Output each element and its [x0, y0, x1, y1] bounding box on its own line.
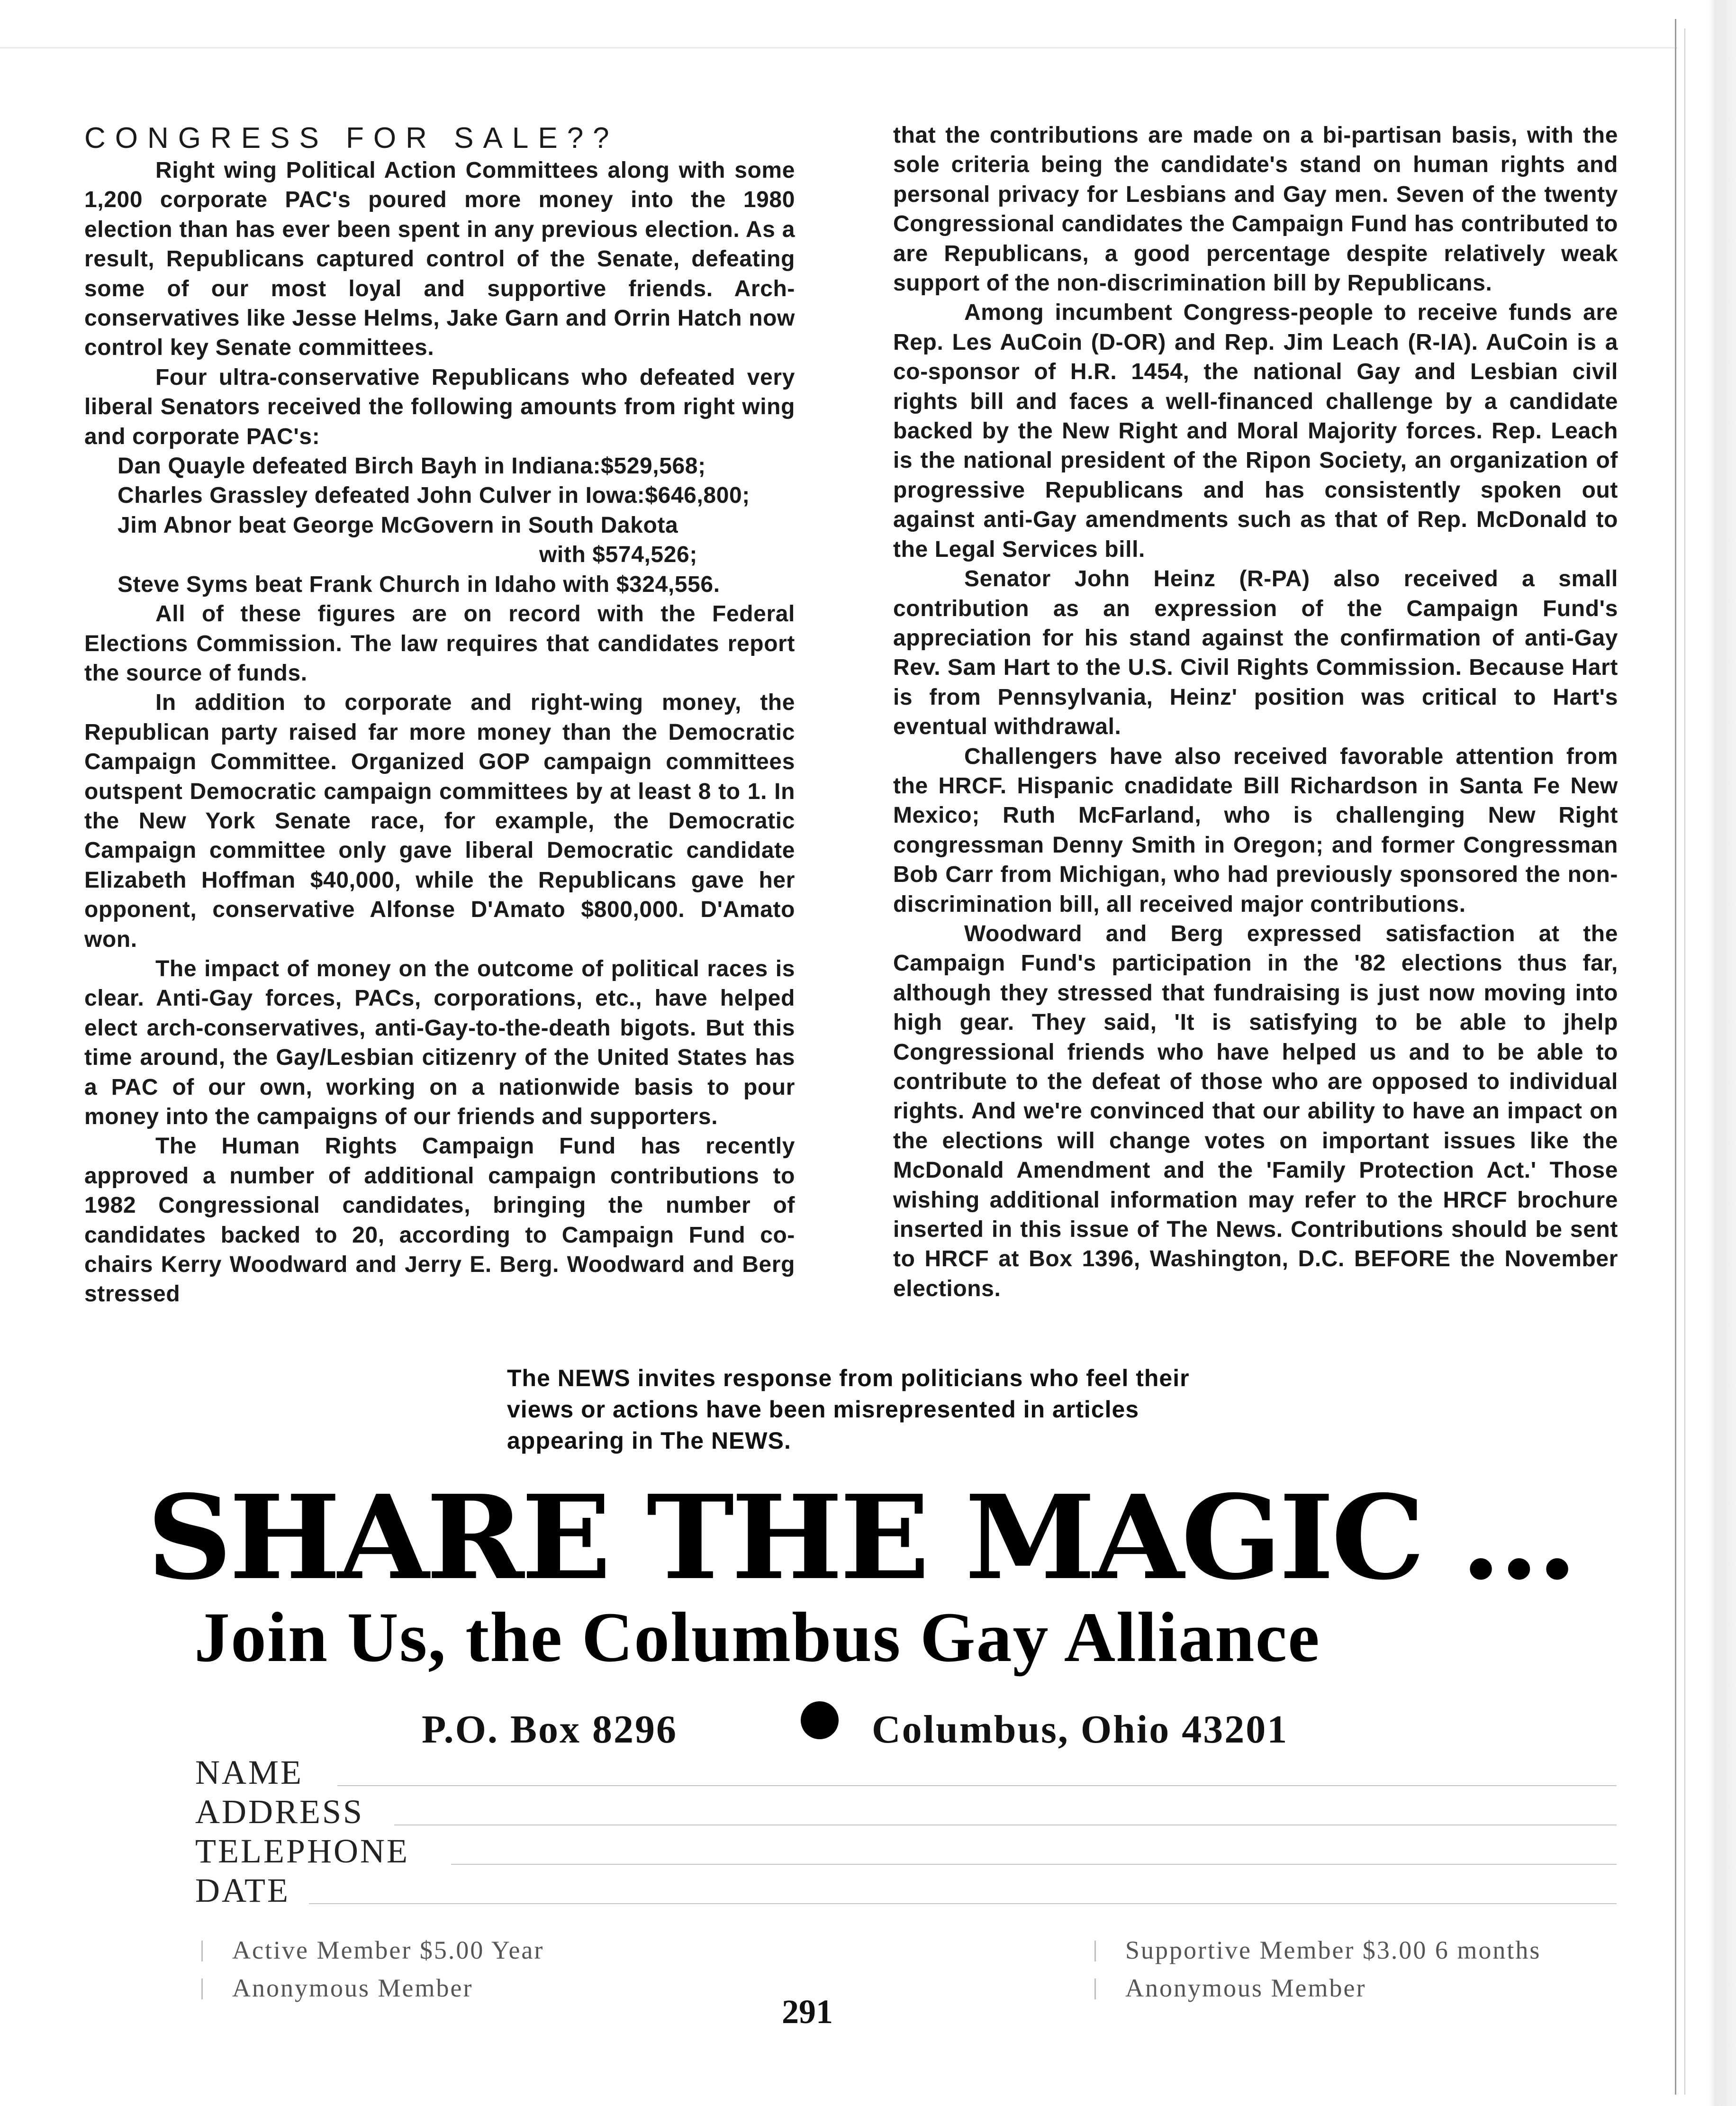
pac-amount-item: Charles Grassley defeated John Culver in Iowa:$646,800;: [118, 483, 750, 508]
article-paragraph: Woodward and Berg expressed satisfaction at the Campaign Fund's participation in the '82 elections thus far, although they stressed that fundraising is just now moving into high gear. They said, 'It is satisfying to be able to jhelp Congressional friends who have helped us and to be able to contribute to the defeat of those who are opposed to individual rights. And we're convinced that our ability to have an impact on the elections will change votes on important issues like the McDonald Amendment and the 'Family Protection Act.' Those wishing additional information may refer to the HRCF brochure inserted in this issue of The News. Contributions should be sent to HRCF at Box 1396, Washington, D.C. BEFORE the November elections.: [893, 921, 1618, 1301]
checkbox-icon[interactable]: [201, 1941, 213, 1961]
option-label: Anonymous Member: [232, 1974, 473, 2002]
form-label: NAME: [195, 1753, 303, 1791]
form-row-date: [195, 1871, 1617, 1911]
form-label: ADDRESS: [195, 1793, 364, 1831]
page-number: 291: [782, 1993, 833, 2031]
article-paragraph: All of these figures are on record with the Federal Elections Commission. The law requires that candidates report the source of funds.: [84, 601, 795, 686]
pac-amount-item: Steve Syms beat Frank Church in Idaho with $324,556.: [118, 572, 720, 597]
ad-address: [422, 1701, 1417, 1758]
editorial-notice: The NEWS invites response from politicians who feel their views or actions have been misrepresented in articles appearing in The NEWS.: [507, 1365, 1190, 1454]
membership-option[interactable]: [1094, 1931, 1541, 1969]
checkbox-icon[interactable]: [1094, 1979, 1106, 1999]
option-label: Active Member $5.00 Year: [232, 1936, 544, 1964]
membership-option[interactable]: [1094, 1969, 1541, 2007]
date-entry-line[interactable]: [309, 1903, 1617, 1904]
article-paragraph: The Human Rights Campaign Fund has recently approved a number of additional campaign contributions to 1982 Congressional candidates, bringing the number of candidates backed to 20, according to Campaign Fund co-chairs Kerry Woodward and Jerry E. Berg. Woodward and Berg stressed: [84, 1134, 795, 1307]
ad-headline: SHARE THE MAGIC ...: [147, 1470, 1575, 1606]
article-left-column: [84, 121, 795, 1309]
scan-fold-line: [1675, 19, 1676, 2095]
article-paragraph: The impact of money on the outcome of political races is clear. Anti-Gay forces, PACs, corporations, etc., have helped elect arch-conservatives, anti-Gay-to-the-death bigots. But this time around, the Gay/Lesbian citizenry of the United States has a PAC of our own, working on a nationwide basis to pour money into the campaigns of our friends and supporters.: [84, 956, 795, 1129]
article-paragraph: Senator John Heinz (R-PA) also received a small contribution as an expression of the Campaign Fund's appreciation for his stand against the confirmation of anti-Gay Rev. Sam Hart to the U.S. Civil Rights Commission. Because Hart is from Pennsylvania, Heinz' position was critical to Hart's eventual withdrawal.: [893, 566, 1618, 740]
form-row-name: [195, 1753, 1617, 1793]
article-paragraph: that the contributions are made on a bi-partisan basis, with the sole criteria being the candidate's stand on human rights and personal privacy for Lesbians and Gay men. Seven of the twenty Congressional candidates the Campaign Fund has contributed to are Republicans, a good percentage despite relatively weak support of the non-discrimination bill by Republicans.: [893, 123, 1618, 296]
article-paragraph: In addition to corporate and right-wing money, the Republican party raised far more money than the Democratic Campaign Committee. Organized GOP campaign committees outspent Democratic campaign committees by at least 8 to 1. In the New York Senate race, for example, the Democratic Campaign committee only gave liberal Democratic candidate Elizabeth Hoffman $40,000, while the Republicans gave her opponent, conservative Alfonse D'Amato $800,000. D'Amato won.: [84, 690, 795, 952]
pac-amount-item: Jim Abnor beat George McGovern in South Dakota: [118, 512, 678, 538]
form-row-telephone: [195, 1832, 1617, 1871]
telephone-entry-line[interactable]: [451, 1864, 1617, 1865]
article-paragraph: Challengers have also received favorable attention from the HRCF. Hispanic cnadidate Bill Richardson in Santa Fe New Mexico; Ruth McFarland, who is challenging New Right congressman Denny Smith in Oregon; and former Congressman Bob Carr from Michigan, who had previously sponsored the non-discrimination bill, all received major contributions.: [893, 744, 1618, 917]
form-label: TELEPHONE: [195, 1832, 409, 1870]
name-entry-line[interactable]: [337, 1785, 1617, 1786]
membership-option[interactable]: [201, 1931, 544, 1969]
option-label: Supportive Member $3.00 6 months: [1125, 1936, 1541, 1964]
membership-options-right: [1094, 1931, 1541, 2007]
scan-fold-line-secondary: [1684, 28, 1685, 2095]
checkbox-icon[interactable]: [201, 1979, 213, 1999]
article-paragraph: Right wing Political Action Committees along with some 1,200 corporate PAC's poured more money into the 1980 election than has ever been spent in any previous election. As a result, Republicans captured control of the Senate, defeating some of our most loyal and supportive friends. Arch-conservatives like Jesse Helms, Jake Garn and Orrin Hatch now control key Senate committees.: [84, 158, 795, 361]
bullet-dot-icon: [801, 1701, 839, 1739]
ad-po-box: P.O. Box 8296: [422, 1707, 678, 1752]
checkbox-icon[interactable]: [1094, 1941, 1106, 1961]
article-right-column: [893, 121, 1618, 1304]
ad-city: Columbus, Ohio 43201: [872, 1707, 1289, 1752]
ad-subheadline: Join Us, the Columbus Gay Alliance: [194, 1598, 1320, 1677]
form-row-address: [195, 1793, 1617, 1832]
form-label: DATE: [195, 1871, 290, 1909]
scan-edge-right: [1691, 0, 1736, 2106]
pac-amount-item: with $574,526;: [539, 542, 697, 568]
option-label: Anonymous Member: [1125, 1974, 1366, 2002]
pac-amount-item: Dan Quayle defeated Birch Bayh in Indiana:$529,568;: [118, 454, 706, 479]
membership-option[interactable]: [201, 1969, 544, 2007]
membership-options-left: [201, 1931, 544, 2007]
article-paragraph: Four ultra-conservative Republicans who defeated very liberal Senators received the following amounts from right wing and corporate PAC's:: [84, 364, 795, 449]
membership-form: [195, 1753, 1617, 1911]
article-paragraph: Among incumbent Congress-people to receive funds are Rep. Les AuCoin (D-OR) and Rep. Jim Leach (R-IA). AuCoin is a co-sponsor of H.R. 1454, the national Gay and Lesbian civil rights bill and faces a well-financed challenge by a candidate backed by the New Right and Moral Majority forces. Rep. Leach is the national president of the Ripon Society, an organization of progressive Republicans and has consistently spoken out against anti-Gay amendments such as that of Rep. McDonald to the Legal Services bill.: [893, 300, 1618, 562]
article-headline: CONGRESS FOR SALE??: [84, 122, 619, 154]
scan-edge-top: [0, 47, 1677, 48]
pac-amounts-list: [84, 452, 795, 599]
